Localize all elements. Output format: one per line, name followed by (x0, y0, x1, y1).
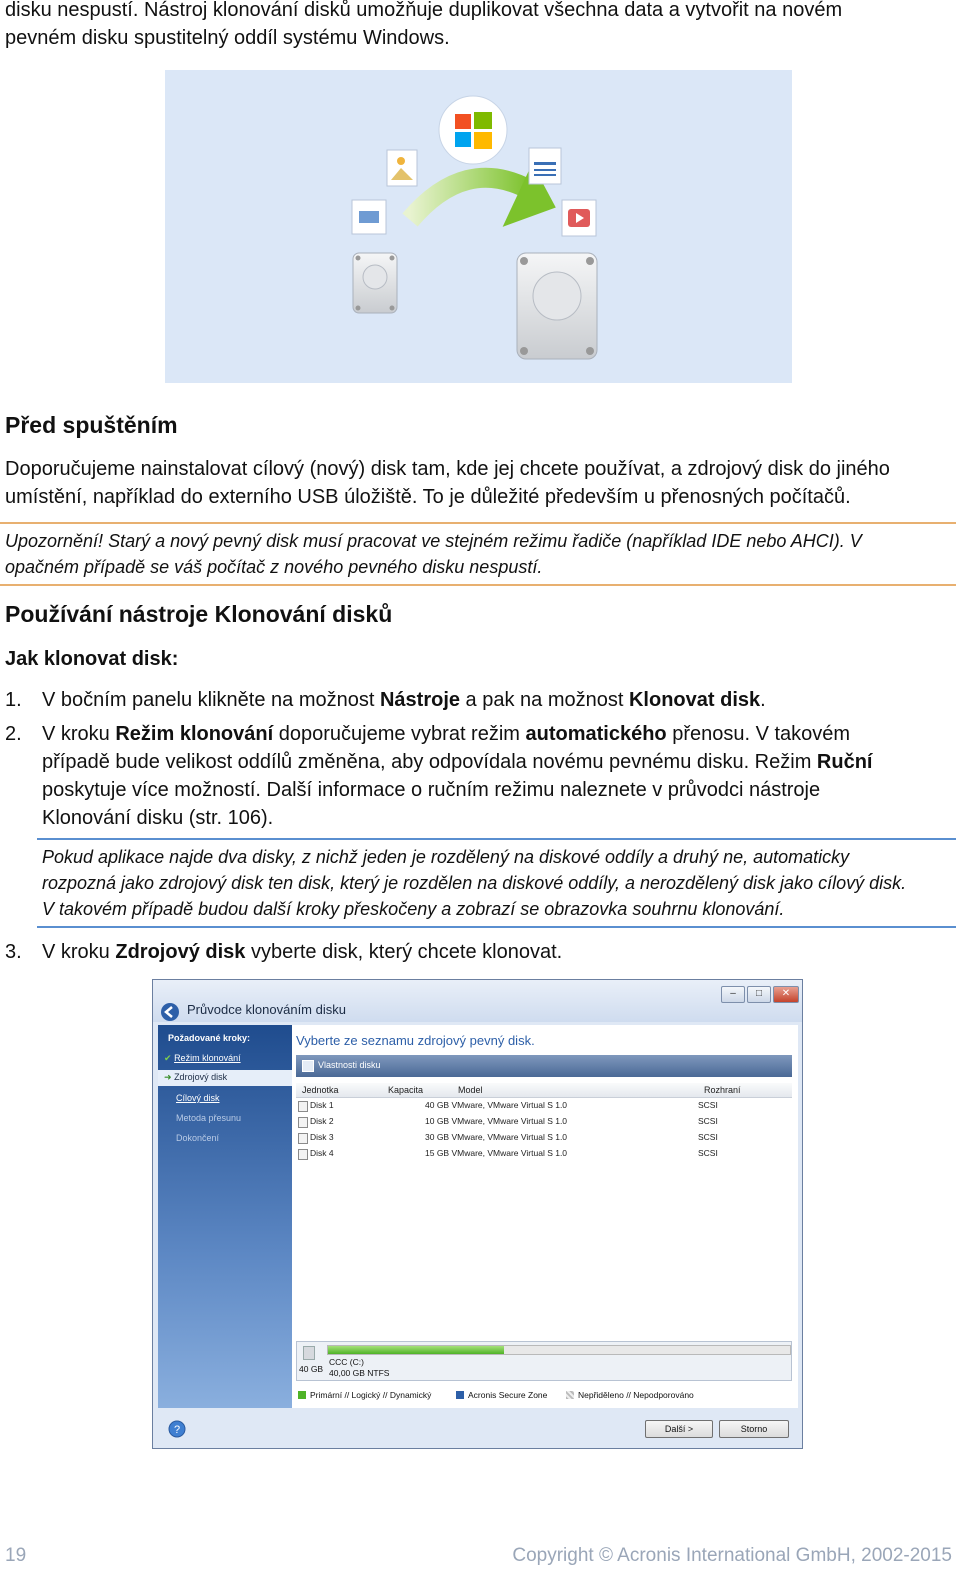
disk-table-header (296, 1083, 792, 1098)
partition-usage-fill (328, 1346, 504, 1354)
legend-unallocated: Nepřiděleno // Nepodporováno (578, 1390, 694, 1400)
legend-swatch-secure-zone (456, 1391, 464, 1399)
paragraph-line-1: Doporučujeme nainstalovat cílový (nový) disk tam, kde jej chcete používat, a zdrojový disk do jiného (5, 458, 890, 480)
table-row[interactable]: Disk 3 30 GB VMware, VMware Virtual S 1.0 SCSI (296, 1130, 792, 1146)
legend-secure-zone: Acronis Secure Zone (468, 1390, 548, 1400)
document-file-icon (529, 148, 561, 184)
disk-size-label: 40 GB (299, 1364, 324, 1374)
step-2-number: 2. (5, 723, 22, 745)
target-disk-icon (517, 253, 597, 359)
wizard-heading: Vyberte ze seznamu zdrojový pevný disk. (296, 1033, 535, 1048)
disk-icon (298, 1133, 308, 1144)
warning-label: Upozornění! (5, 531, 104, 551)
image-file-icon (387, 150, 417, 186)
cancel-button[interactable]: Storno (719, 1420, 789, 1438)
intro-line-2: pevném disku spustitelný oddíl systému Windows. (5, 27, 450, 49)
maximize-button[interactable]: □ (747, 986, 771, 1003)
partition-usage-bar[interactable] (327, 1345, 791, 1355)
disk-icon (298, 1101, 308, 1112)
info-note-box (37, 838, 956, 928)
svg-text:?: ? (173, 1424, 181, 1436)
partition-label: CCC (C:) (329, 1357, 364, 1367)
subtitle-how-to: Jak klonovat disk: (5, 648, 179, 670)
sidebar-step-move-method: Metoda přesunu (176, 1113, 242, 1123)
source-disk-icon (353, 253, 397, 313)
step-1-text: V bočním panelu klikněte na možnost Nástroje a pak na možnost Klonovat disk. (42, 689, 766, 711)
legend-swatch-unallocated (566, 1391, 574, 1399)
arrow-right-icon: ➜ (164, 1072, 172, 1082)
disk-icon (303, 1346, 315, 1360)
disk-icon (298, 1149, 308, 1160)
sidebar-step-target-disk[interactable]: Cílový disk (176, 1093, 220, 1103)
disk-toolbar (296, 1055, 792, 1077)
column-model[interactable]: Model (458, 1085, 483, 1095)
page-number: 19 (5, 1545, 27, 1566)
close-button[interactable]: ✕ (773, 986, 799, 1003)
step-3-number: 3. (5, 941, 22, 963)
note-line-3: V takovém případě budou další kroky přeskočeny a zobrazí se obrazovka souhrnu klonování. (42, 899, 785, 919)
video-file-icon (562, 200, 596, 236)
sidebar-step-source-disk[interactable]: ➜ Zdrojový disk (158, 1070, 292, 1086)
sidebar-header: Požadované kroky: (168, 1033, 251, 1043)
partition-legend (296, 1389, 792, 1403)
step-3-text: V kroku Zdrojový disk vyberte disk, který chcete klonovat. (42, 941, 563, 963)
legend-primary: Primární // Logický // Dynamický (310, 1390, 432, 1400)
mail-file-icon (352, 200, 386, 234)
column-capacity[interactable]: Kapacita (388, 1085, 424, 1095)
help-icon[interactable] (168, 1420, 186, 1438)
windows-logo-icon (439, 96, 507, 164)
checkmark-icon: ✔ (164, 1053, 172, 1063)
partition-map (296, 1341, 792, 1381)
disk-icon (298, 1117, 308, 1128)
partition-info: 40,00 GB NTFS (329, 1368, 390, 1378)
legend-swatch-primary (298, 1391, 306, 1399)
next-button[interactable]: Další > (645, 1420, 713, 1438)
disk-properties-button[interactable]: Vlastnosti disku (318, 1060, 381, 1070)
step-1-number: 1. (5, 689, 22, 711)
wizard-sidebar (158, 1025, 292, 1408)
warning-box (0, 522, 956, 586)
dialog-title: Průvodce klonováním disku (187, 1002, 346, 1017)
disk-clone-illustration (165, 70, 792, 383)
table-row[interactable]: Disk 2 10 GB VMware, VMware Virtual S 1.0 SCSI (296, 1114, 792, 1130)
table-row[interactable]: Disk 1 40 GB VMware, VMware Virtual S 1.0 SCSI (296, 1098, 792, 1114)
intro-line-1: disku nespustí. Nástroj klonování disků umožňuje duplikovat všechna data a vytvořit na novém (5, 0, 843, 21)
sidebar-step-finish: Dokončení (176, 1133, 220, 1143)
minimize-button[interactable]: – (721, 986, 745, 1003)
note-line-1: Pokud aplikace najde dva disky, z nichž jeden je rozdělený na diskové oddíly a druhý ne, automaticky (42, 847, 850, 867)
section-title-cloning: Používání nástroje Klonování disků (5, 601, 393, 627)
column-interface[interactable]: Rozhraní (704, 1085, 741, 1095)
column-drive[interactable]: Jednotka (302, 1085, 339, 1095)
warning-text-2: opačném případě se váš počítač z nového pevného disku nespustí. (5, 557, 543, 577)
sidebar-step-clone-mode[interactable]: ✔ Režim klonování (164, 1053, 241, 1063)
clone-wizard-dialog (152, 979, 803, 1449)
disk-properties-icon (302, 1060, 314, 1072)
step-2-text: V kroku Režim klonování doporučujeme vybrat režim automatického přenosu. V takovém případě bude velikost oddílů změněna, aby odpovídala novému pevnému disku. Režim Ruční poskytuje více možností. Další informace o ručním režimu naleznete v průvodci nástroje Klonování disku (str. 106). (42, 723, 873, 829)
wizard-main-panel (292, 1025, 798, 1408)
note-line-2: rozpozná jako zdrojový disk ten disk, který je rozdělen na diskové oddíly, a nerozdělený disk jako cílový disk. (42, 873, 907, 893)
warning-text-1: Starý a nový pevný disk musí pracovat ve stejném režimu řadiče (například IDE nebo AHCI). V (103, 531, 862, 551)
paragraph-line-2: umístění, například do externího USB úložiště. To je důležité především u přenosných počítačů. (5, 486, 851, 508)
section-title-before-start: Před spuštěním (5, 412, 178, 438)
back-arrow-icon[interactable] (160, 1002, 180, 1022)
copyright: Copyright © Acronis International GmbH, 2002-2015 (512, 1545, 952, 1566)
table-row[interactable]: Disk 4 15 GB VMware, VMware Virtual S 1.0 SCSI (296, 1146, 792, 1162)
dialog-title-bar (153, 980, 802, 1022)
